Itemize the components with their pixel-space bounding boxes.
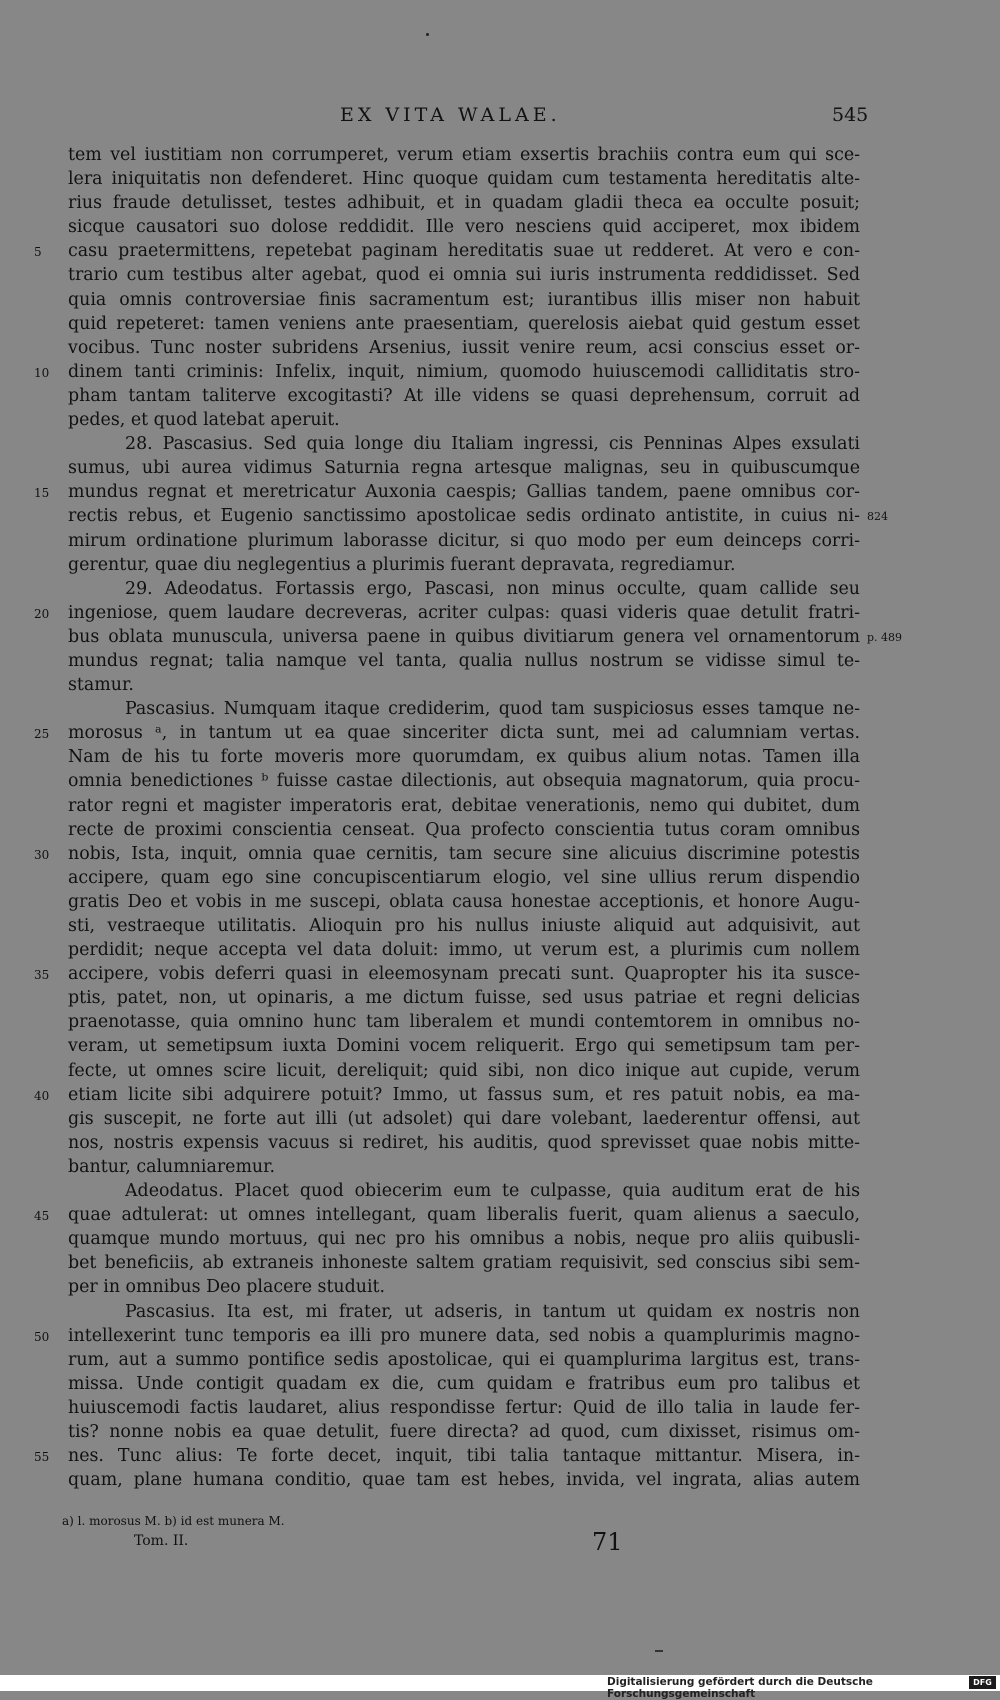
text-line <box>68 1372 860 1396</box>
line-text: Pascasius. Numquam itaque crediderim, quod tam suspiciosus esses tamque ne- <box>125 699 860 720</box>
text-line <box>68 1251 860 1275</box>
line-text: bantur, calumniaremur. <box>68 1156 276 1177</box>
line-number: 35 <box>34 968 50 983</box>
text-line <box>68 263 860 287</box>
line-text: nes. Tunc alius: Te forte decet, inquit, tibi talia tantaque mittantur. Misera, in- <box>68 1446 860 1467</box>
line-text: mundus regnat; talia namque vel tanta, qualia nullus nostrum se vidisse simul te- <box>68 650 860 671</box>
margin-note: p. 489 <box>867 630 903 644</box>
text-line <box>68 769 860 793</box>
text-line <box>68 167 860 191</box>
line-text: praenotasse, quia omnino hunc tam liberalem et mundi contemtorem in omnibus no- <box>68 1012 860 1033</box>
body-text <box>34 143 903 1492</box>
text-line <box>68 1034 860 1058</box>
line-text: sti, vestraeque utilitatis. Alioquin pro his nullus iniuste aliquid aut adquisivit, aut <box>68 916 860 936</box>
text-line <box>34 1444 860 1468</box>
running-head: EX VITA WALAE. <box>340 104 561 126</box>
text-line <box>34 1083 860 1107</box>
page-number: 545 <box>832 104 869 126</box>
text-line <box>68 1420 860 1444</box>
line-text: pedes, et quod latebat aperuit. <box>68 410 340 431</box>
line-text: quid repeteret: tamen veniens ante praesentiam, querelosis aiebat quid gestum esset <box>68 313 860 334</box>
line-text: gerentur, quae diu neglegentius a plurimis fuerant depravata, regrediamur. <box>68 554 736 575</box>
line-number: 55 <box>34 1450 50 1465</box>
line-text: bet beneficiis, ab extraneis inhoneste saltem gratiam requisivit, sed conscius sibi sem- <box>68 1253 860 1274</box>
text-line <box>68 312 860 336</box>
line-text: per in omnibus Deo placere studuit. <box>68 1277 386 1298</box>
text-line <box>68 553 860 577</box>
line-text: morosus ᵃ, in tantum ut ea quae sinceriter dicta sunt, mei ad calumniam vertas. <box>68 723 860 744</box>
text-line <box>68 625 903 649</box>
line-text: sumus, ubi aurea vidimus Saturnia regna artesque malignas, seu in quibuscumque <box>68 458 860 479</box>
text-line <box>68 890 860 914</box>
text-line <box>68 1059 860 1083</box>
line-text: trario cum testibus alter agebat, quod ei omnia sui iuris instrumenta reddidisset. Sed <box>68 265 860 286</box>
line-text: intellexerint tunc temporis ea illi pro munere data, sed nobis a quamplurimis magno- <box>68 1325 860 1346</box>
text-line <box>68 432 860 456</box>
footnotes: a) l. morosus M. b) id est munera M. <box>62 1514 285 1528</box>
line-text: mundus regnat et meretricatur Auxonia caespis; Gallias tandem, paene omnibus cor- <box>68 482 860 503</box>
text-line <box>68 914 860 938</box>
line-text: rum, aut a summo pontifice sedis apostolicae, qui ei quamplurima largitus est, trans- <box>68 1349 860 1370</box>
text-line <box>68 288 860 312</box>
line-text: etiam licite sibi adquirere potuit? Immo, ut fassus sum, et res patuit nobis, ea ma- <box>68 1084 860 1105</box>
line-number: 45 <box>34 1209 50 1224</box>
line-text: rator regni et magister imperatoris erat, debitae venerationis, nemo qui dubitet, dum <box>68 795 860 816</box>
page-mark-top <box>426 33 429 36</box>
text-line <box>68 1179 860 1203</box>
text-line <box>68 649 860 673</box>
line-number: 20 <box>34 606 50 621</box>
text-line <box>68 938 860 962</box>
line-text: quamque mundo mortuus, qui nec pro his omnibus a nobis, neque pro aliis quibusli- <box>68 1229 860 1250</box>
line-number: 15 <box>34 486 50 501</box>
text-line <box>68 1155 860 1179</box>
text-line <box>68 866 860 890</box>
text-line <box>68 529 860 553</box>
margin-note: 824 <box>867 510 888 524</box>
text-line <box>34 842 860 866</box>
signature-mark: 71 <box>592 1528 623 1556</box>
text-line <box>34 1324 860 1348</box>
line-text: recte de proximi conscientia censeat. Qua profecto conscientia tutus coram omnibus <box>68 819 860 840</box>
digitization-credit: Digitalisierung gefördert durch die Deutsche Forschungsgemeinschaft <box>607 1676 873 1700</box>
line-number: 10 <box>34 365 50 380</box>
line-text: dinem tanti criminis: Infelix, inquit, nimium, quomodo huiuscemodi calliditatis stro- <box>68 361 860 382</box>
line-text: gratis Deo et vobis in me suscepi, oblata causa honestae acceptionis, et honore Augu- <box>68 891 860 912</box>
line-number: 50 <box>34 1329 50 1344</box>
text-line <box>34 962 860 986</box>
line-text: missa. Unde contigit quadam ex die, cum quidam e fratribus eum pro talibus et <box>68 1373 860 1394</box>
dfg-logo: DFG <box>969 1676 996 1689</box>
line-text: tis? nonne nobis ea quae detulit, fuere directa? ad quod, cum dixisset, risimus om- <box>68 1421 860 1442</box>
text-line <box>68 143 860 167</box>
text-line <box>68 1227 860 1251</box>
text-line <box>68 1468 860 1492</box>
text-line <box>68 1348 860 1372</box>
text-line <box>68 191 860 215</box>
text-line <box>34 1203 860 1227</box>
line-text: ptis, patet, non, ut opinaris, a me dictum fuisse, sed usus patriae et regni delicias <box>68 988 860 1009</box>
line-text: pham tantam taliterve excogitasti? At ille videns se quasi deprehensum, corruit ad <box>68 385 860 406</box>
line-text: accipere, quam ego sine concupiscentiarum elogio, vel sine ullius rerum dispendio <box>68 867 860 888</box>
line-number: 40 <box>34 1088 50 1103</box>
line-text: rius fraude detulisset, testes adhibuit, et in quadam gladii theca ea occulte posuit; <box>68 193 860 214</box>
line-text: perdidit; neque accepta vel data doluit: immo, ut verum est, a plurimis cum nollem <box>68 940 860 961</box>
line-text: accipere, vobis deferri quasi in eleemosynam precati sunt. Quapropter his ita susce- <box>68 964 860 985</box>
line-text: mirum ordinatione plurimum laborasse dicitur, si quo modo per eum deinceps corri- <box>68 530 860 551</box>
line-text: ingeniose, quem laudare decreveras, acriter culpas: quasi videris quae detulit fratri- <box>68 602 860 623</box>
text-line <box>68 1010 860 1034</box>
volume-label: Tom. II. <box>134 1533 189 1549</box>
text-line <box>68 456 860 480</box>
line-text: nobis, Ista, inquit, omnia quae cernitis, tam secure sine alicuius discrimine potestis <box>68 843 860 864</box>
line-text: huiuscemodi factis laudaret, alius respondisse fertur: Quid de illo talia in laude fer- <box>68 1397 860 1418</box>
line-text: quae adtulerat: ut omnes intellegant, quam liberalis fuerit, quam alienus a saeculo, <box>68 1205 860 1226</box>
text-line <box>68 215 860 239</box>
line-text: nos, nostris expensis vacuus si rediret, his auditis, quod sprevisset quae nobis mitte- <box>68 1132 860 1153</box>
line-text: quam, plane humana conditio, quae tam est hebes, invida, vel ingrata, alias autem <box>68 1470 860 1491</box>
text-line <box>68 673 860 697</box>
line-number: 5 <box>34 245 42 260</box>
line-text: veram, ut semetipsum iuxta Domini vocem reliquerit. Ergo qui semetipsum tam per- <box>68 1036 860 1057</box>
line-text: stamur. <box>68 675 134 696</box>
text-line <box>34 360 860 384</box>
line-text: bus oblata munuscula, universa paene in quibus divitiarum genera vel ornamentorum <box>68 626 860 647</box>
text-line <box>68 1107 860 1131</box>
page-mark-bottom <box>655 1650 663 1652</box>
text-line <box>34 480 860 504</box>
text-line <box>68 504 888 528</box>
text-line <box>68 986 860 1010</box>
line-text: vocibus. Tunc noster subridens Arsenius, iussit venire reum, acsi conscius esset or- <box>68 337 860 358</box>
line-text: tem vel iustitiam non corrumperet, verum etiam exsertis brachiis contra eum qui sce- <box>68 145 860 165</box>
text-line <box>68 577 860 601</box>
line-text: rectis rebus, et Eugenio sanctissimo apostolicae sedis ordinato antistite, in cuius ni- <box>68 506 860 527</box>
text-line <box>68 818 860 842</box>
line-text: omnia benedictiones ᵇ fuisse castae dilectionis, aut obsequia magnatorum, quia procu- <box>68 771 860 792</box>
text-line <box>68 1131 860 1155</box>
line-text: Adeodatus. Placet quod obiecerim eum te culpasse, quia auditum erat de his <box>125 1181 860 1202</box>
line-text: sicque causatori suo dolose reddidit. Ille vero nesciens quid acciperet, mox ibidem <box>68 217 860 238</box>
text-line <box>68 1396 860 1420</box>
text-line <box>68 745 860 769</box>
text-line <box>34 239 860 263</box>
line-number: 30 <box>34 847 50 862</box>
line-text: lera iniquitatis non defenderet. Hinc quoque quidam cum testamenta hereditatis alte- <box>68 169 860 190</box>
text-line <box>68 697 860 721</box>
line-text: 29. Adeodatus. Fortassis ergo, Pascasi, non minus occulte, quam callide seu <box>125 578 860 599</box>
line-text: Nam de his tu forte moveris more quorumdam, ex quibus alium notas. Tamen illa <box>68 747 860 768</box>
line-number: 25 <box>34 727 50 742</box>
text-line <box>68 794 860 818</box>
line-text: 28. Pascasius. Sed quia longe diu Italiam ingressi, cis Penninas Alpes exsulati <box>125 434 860 455</box>
line-text: fecte, ut omnes scire licuit, dereliquit; quid sibi, non dico inique aut cupide, verum <box>68 1060 860 1081</box>
text-line <box>68 336 860 360</box>
line-text: quia omnis controversiae finis sacramentum est; iurantibus illis miser non habuit <box>68 289 860 310</box>
text-line <box>68 384 860 408</box>
line-text: Pascasius. Ita est, mi frater, ut adseris, in tantum ut quidam ex nostris non <box>125 1301 860 1322</box>
text-line <box>68 1300 860 1324</box>
line-text: casu praetermittens, repetebat paginam hereditatis suae ut redderet. At vero e con- <box>68 241 860 262</box>
line-text: gis suscepit, ne forte aut illi (ut adsolet) qui dare volebant, laederentur offensi, aut <box>68 1108 860 1129</box>
text-line <box>68 408 860 432</box>
text-line <box>68 1275 860 1299</box>
text-line <box>34 721 860 745</box>
text-line <box>34 601 860 625</box>
